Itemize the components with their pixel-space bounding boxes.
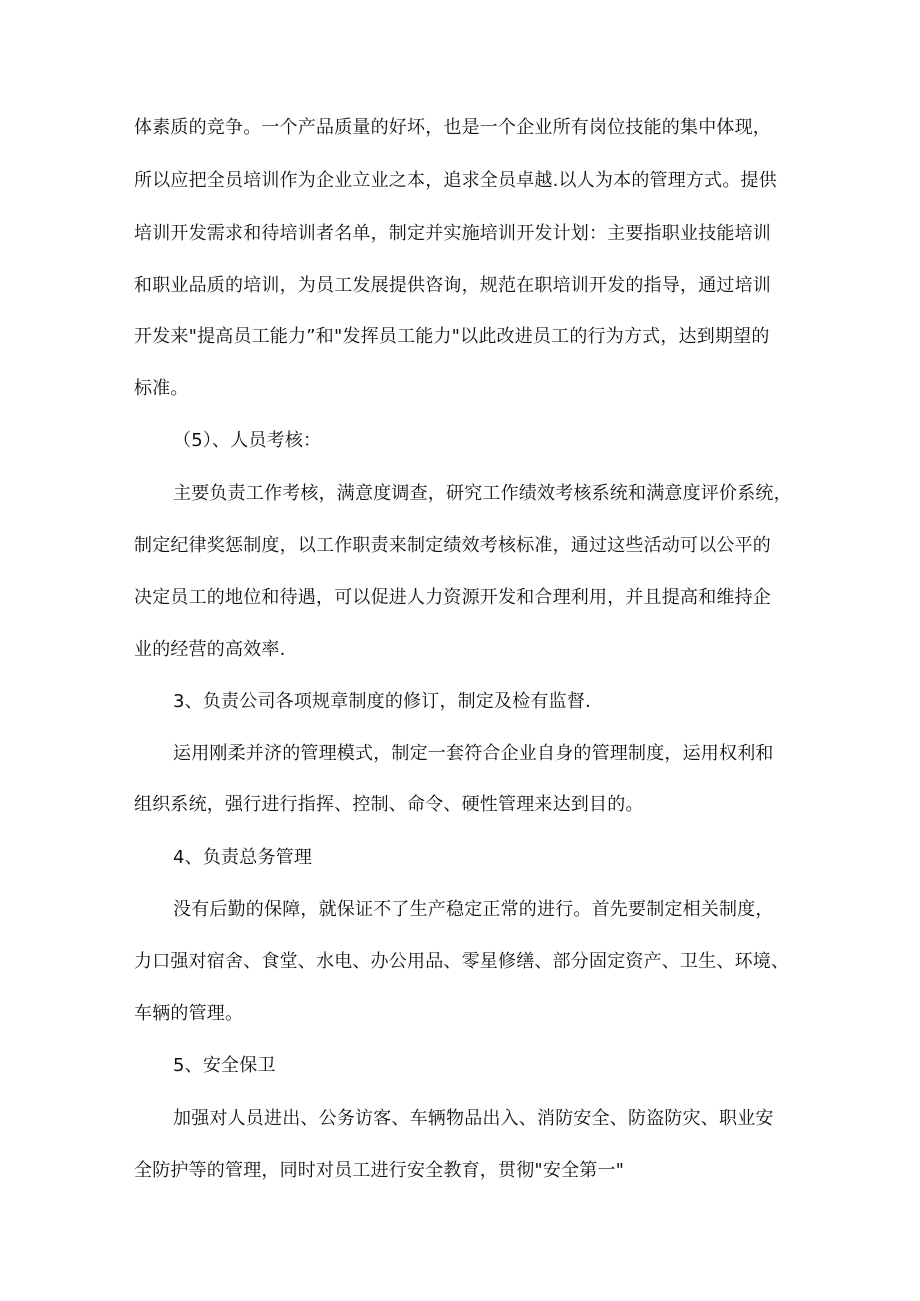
text-line-14: 组织系统，强行进行指挥、控制、命令、硬性管理来达到目的。 [134,794,644,815]
text-line-5: 开发来"提高员工能力”和"发挥员工能力"以此改进员工的行为方式，达到期望的 [134,326,770,347]
text-line-20: 加强对人员进出、公务访客、车辆物品出入、消防安全、防盗防灾、职业安 [173,1108,774,1129]
text-line-1: 体素质的竞争。一个产品质量的好坏，也是一个企业所有岗位技能的集中体现， [134,117,771,138]
text-line-21: 全防护等的管理，同时对员工进行安全教育，贯彻"安全第一" [134,1160,625,1181]
text-line-16: 没有后勤的保障，就保证不了生产稳定正常的进行。首先要制定相关制度， [173,899,774,920]
text-line-18: 车辆的管理。 [134,1003,244,1024]
section-heading-general-affairs: 4、负责总务管理 [173,847,313,868]
section-heading-regulations: 3、负责公司各项规章制度的修订，制定及检有监督. [173,691,591,712]
text-line-13: 运用刚柔并济的管理模式，制定一套符合企业自身的管理制度，运用权利和 [173,743,774,764]
text-line-17: 力口强对宿舍、食堂、水电、办公用品、零星修缮、部分固定资产、卫生、环境、 [134,951,790,972]
text-line-6: 标准。 [134,378,189,399]
text-line-10: 决定员工的地位和待遇，可以促进人力资源开发和合理利用，并且提高和维持企 [134,587,771,608]
text-line-9: 制定纪律奖惩制度，以工作职责来制定绩效考核标准，通过这些活动可以公平的 [134,535,771,556]
section-heading-assessment: （5）、人员考核： [173,430,322,451]
text-line-3: 培训开发需求和待培训者名单，制定并实施培训开发计划：主要指职业技能培训 [134,223,771,244]
section-heading-security: 5、安全保卫 [173,1055,276,1076]
text-line-4: 和职业品质的培训，为员工发展提供咨询，规范在职培训开发的指导，通过培训 [134,275,771,296]
text-line-8: 主要负责工作考核，满意度调查，研究工作绩效考核系统和满意度评价系统， [173,483,792,504]
text-line-2: 所以应把全员培训作为企业立业之本，追求全员卓越.以人为本的管理方式。提供 [134,170,777,191]
text-line-11: 业的经营的高效率. [134,639,286,660]
